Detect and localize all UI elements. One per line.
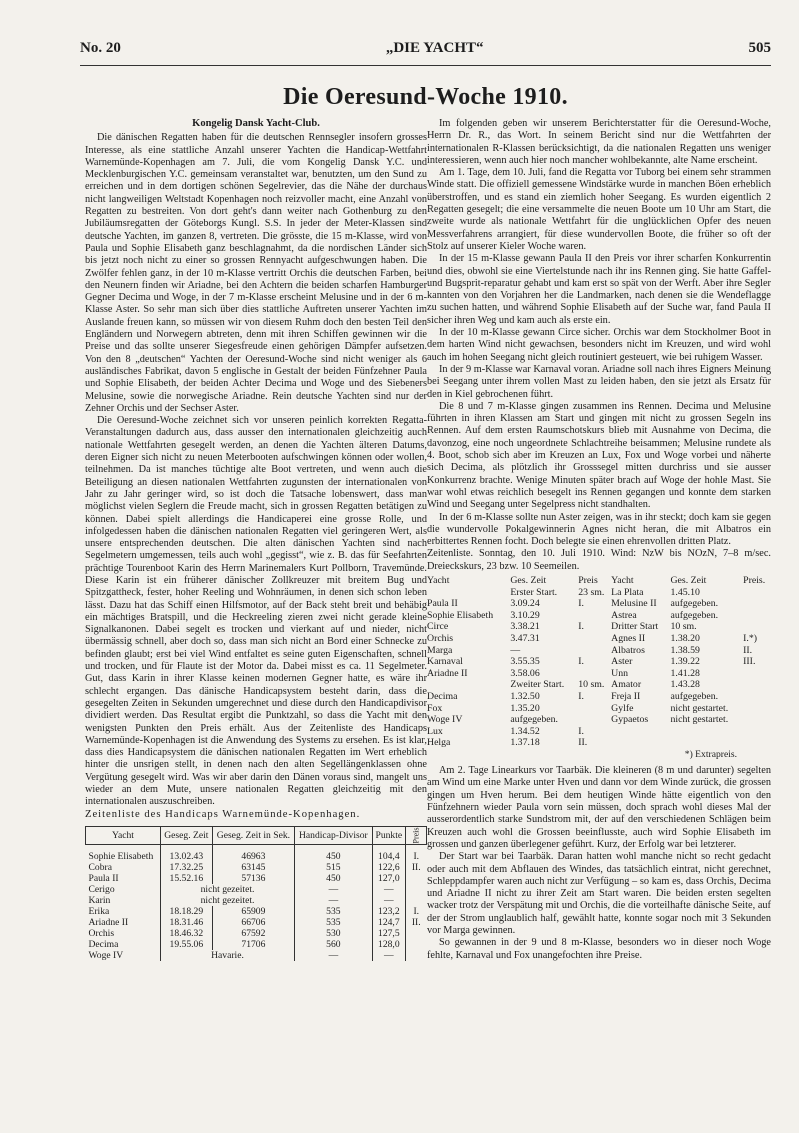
handicap-body [86,844,427,961]
table-cell: 104,4 [372,851,405,862]
table-cell: Aster [611,656,633,668]
table-cell: 1.38.20 [670,632,700,644]
table-cell: 10 sm. [670,621,697,633]
table-cell: Erika [88,905,110,917]
paragraph: Am 1. Tage, dem 10. Juli, fand die Regatta vor Tuborg bei einem sehr strammen Winde statt. Die offiziell gemessene Windstärke wurde in manchen Böen erheblich überstroffen, und es stand ein ziemlich hoher Seegang. Es wurden eigentlich 2 Regatten gesegelt; die eine versammelte die neuen Boote um 10 Uhr am Start, die zweite wurde als nationale Wettfahrt für die unglücklichen Opfer des neuen Messverfahrens arrangiert, für diese wundervollen Boote, die früher so oft der Stolz auf unserer Kieler Woche waren. [427,167,771,252]
table-cell [406,884,427,895]
table-cell: aufgegeben. [510,714,558,726]
table-cell: Circe [427,621,449,633]
header-rule [80,65,771,66]
table-row [86,939,427,950]
table-cell: 535 [295,906,373,917]
table-cell [743,691,771,703]
table-cell [406,895,427,906]
table-cell: 1.43.28 [670,679,700,691]
table-cell: Paula II [427,598,458,610]
table-cell: — [295,950,373,961]
paragraph: In der 15 m-Klasse gewann Paula II den Preis vor ihrer scharfen Konkurrentin und dies, obwohl sie eine Viertelstunde nach ihr ins Rennen ging. Sie hatte Gaffel- und Bugsprit-reparatur gehabt und kam erst so spät von der Werft. Aber ihre Segler kannten von den Vorjahren her die Landmarken, nach denen sie die Wendeflagge zu suchen hatten, und während Sophie Elisabeth auf der Suche war, fand Paula II sicher ihren Weg und kam auch als erste ein. [427,253,771,326]
paragraph: In der 6 m-Klasse sollte nun Aster zeigen, was in ihr steckt; doch kam sie gegen die wundervolle Pokalgewinnerin Agnes nicht heran, die mit Albatros ein erbittertes Rennen focht. Doch belegte sie einen ehrenvollen dritten Platz. [427,511,771,548]
table-cell: — [372,884,405,895]
table-cell: nicht gezeitet. [160,895,294,906]
table-cell: 535 [295,917,373,928]
table-cell [578,610,611,622]
table-row [427,633,771,645]
table-cell: 1.34.52 [510,725,540,737]
table-cell: 46963 [212,851,294,862]
table-cell: 3.09.24 [510,598,540,610]
table-cell: Woge IV [427,714,463,726]
table-cell: 123,2 [372,906,405,917]
table-cell: 23 sm. [578,586,605,598]
col-header: Preis. [743,574,766,586]
table-cell: Astrea [611,609,637,621]
table-cell: 10 sm. [578,679,605,691]
col-header: Geseg. Zeit [160,826,212,844]
col-header: Yacht [427,574,450,586]
table-cell: Erster Start. [510,586,558,598]
zeitenliste-header-row [427,575,771,587]
col-header: Preis [578,574,598,586]
table-row [86,884,427,895]
table-row [427,726,771,738]
table-cell: Unn [611,667,629,679]
table-row [86,928,427,939]
paragraph: In der 9 m-Klasse war Karnaval voran. Ariadne soll nach ihres Eigners Meinung bei Seegang unter ihrem vollen Mast zu leiden haben, den sie jetzt als Ersatz für den in Kiel gebrochenen führt. [427,363,771,400]
table-cell: 66706 [212,917,294,928]
table-cell: Decima [427,690,458,702]
table-row [427,703,771,715]
table-cell: nicht gestartet. [670,702,729,714]
right-column [427,118,771,962]
table-cell [743,587,771,599]
table-cell: 530 [295,928,373,939]
table-cell: 560 [295,939,373,950]
table-cell: III. [743,656,756,668]
table-row [86,862,427,873]
table-cell [743,598,771,610]
table-cell: 18.18.29 [160,906,212,917]
table-cell: I. [406,906,427,917]
table-cell [611,737,670,749]
table-cell: aufgegeben. [670,690,719,702]
table-header-row [86,826,427,844]
table-cell [670,737,743,749]
table-cell: I. [578,690,584,702]
table-cell: 18.46.32 [160,928,212,939]
handicap-caption: Zeitenliste des Handicaps Warnemünde-Kopenhagen. [85,808,361,820]
col-header [406,826,427,844]
footnote: *) Extrapreis. [684,748,737,760]
paragraph: Die Oeresund-Woche zeichnet sich vor unseren peinlich korrekten Regatta-Veranstaltungen dadurch aus, dass ausser den internationalen gleichzeitig auch nationale Wettfahrten gesegelt werden, an denen die Yachten älteren Datums, deren Eigner sich nicht zu neuen Meterbooten aufschwingen können oder wollen, teilnehmen. Da ist manches tüchtige alte Boot vertreten, und wenn auch die Beteiligung an diesen nationalen Wettfahrten zugunsten der internationalen von Jahr zu Jahr geringer wird, so ist doch die Tatsache lobenswert, dass man möglichst vielen Seglern die Freude macht, sich in grossen Regatten betätigen zu können. Dabei spielt allerdings die Handicaperei eine grosse Rolle, und infolgedessen haben die dänischen nationalen Regatten viel geringeren Wert, als unsere entsprechenden deutschen. Die alten dänischen Yachten sind nach Segelmetern umgemessen, teils auch wohl „gegisst“, wie z. B. das für Seefahrten prächtige Tourenboot Karin des Herrn Marinemalers Kurt Pollborn, Travemünde. Diese Karin ist ein früherer dänischer Zollkreuzer mit breitem Bug und Spitzgattheck, fester, hoher Reeling und Wohnräumen, in denen sich schon leben lässt. Dazu hat das Schiff einen Hilfsmotor, auf der Back steht breit und behäbig ein mächtiges Bratspill, und die Heckreeling zieren zwei nicht gerade kleine Signalkanonen. Dabei segelt es trocken und vierkant auf und nieder, nicht übermässig schnell, aber doch so, dass man sich nicht an Bord einer Schnecke zu befinden glaubt; erst bei viel Wind entfaltet es seine guten Eigenschaften, schnell und trocken, und für Flaute ist der Motor da. Dabei misst es ca. 11 Segelmeter. Gut, dass Karin in ihrer Klasse keinen modernen Gegner hatte, es wäre ihr schlecht ergangen. Das dänische Handicapsystem besteht darin, dass die gesegelten Zeiten in Sekunden umgerechnet und diese durch den Handicapdivisor dividiert werden. Das Resultat ergibt die Punktzahl, so dass die Yacht mit den wenigsten Punkten den Preis erhält. Aus der Zeitenliste des Handicaps Warnemünde-Kopenhagen ist die Anwendung des Systems zu ersehen. Es ist klar, dass dies Handicapsystem die dänischen nationalen Regatten im Wert erheblich hinter die unsrigen stellt, in denen nach den alten Segellängenklassen ohne Vergütung gesegelt wird. Was wir aber darin den Dänen voraus sind, mangelt uns wieder an dem Mute, unsere nationalen Regatten gleichzeitig mit den internationalen auszuschreiben. [85,415,427,808]
table-cell: 71706 [212,939,294,950]
zeitenliste-table [427,575,771,749]
col-header: Ges. Zeit [670,574,707,586]
col-header-rotated: Preis [411,827,421,844]
table-cell: Decima [88,938,119,950]
table-cell: — [510,644,521,656]
table-cell: 3.55.35 [510,656,540,668]
table-cell [427,587,510,599]
zeitenliste-body [427,575,771,749]
table-cell: Paula II [88,872,119,884]
table-cell: 124,7 [372,917,405,928]
col-header: Ges. Zeit [510,574,547,586]
table-cell: Amator [611,679,642,691]
table-cell: Sophie Elisabeth [88,850,154,862]
table-cell: — [295,895,373,906]
article-title: Die Oeresund-Woche 1910. [283,84,568,110]
table-cell: Marga [427,644,453,656]
table-cell: Ariadne II [88,916,129,928]
zeitenliste-intro: Zeitenliste. Sonntag, den 10. Juli 1910. Wind: NzW bis NOzN, 7–8 m/sec. Dreieckskurs, 23 bzw. 10 Seemeilen. [427,548,771,572]
table-cell [406,939,427,950]
table-cell: Havarie. [160,950,294,961]
table-cell: 15.52.16 [160,873,212,884]
table-cell [406,928,427,939]
table-cell: 1.38.59 [670,644,700,656]
table-cell: Zweiter Start. [510,679,565,691]
table-cell: 3.47.31 [510,632,540,644]
table-cell: — [295,884,373,895]
journal-name: „DIE YACHT“ [385,40,484,56]
table-cell [578,645,611,657]
table-cell: Karnaval [427,656,463,668]
table-row [427,587,771,599]
table-row [86,851,427,862]
table-cell: Melusine II [611,598,657,610]
table-cell [406,873,427,884]
table-cell: nicht gestartet. [670,714,729,726]
table-cell [743,714,771,726]
table-cell: II. [406,917,427,928]
table-cell: Agnes II [611,632,646,644]
paragraph: Am 2. Tage Linearkurs vor Taarbäk. Die kleineren (8 m und darunter) segelten am Wind um eine Marke unter Hven und dann vor dem Winde zurück, die grossen gingen um Hven herum. Bei dem heutigen Winde hätte eigentlich von den Fünfzehnern wieder Paula vorn sein müssen, doch sprach wohl dieses Mal der ausserordentlich starke Sundstrom mit, der auf den verschiedenen Schlägen beim Kreuzen auch wohl die Grossen beeinflusste, auch wird Sophie Elisabeth im grossen und ganzen überlegener geführt. Kurz, der Erfolg war bei letzterer. [427,765,771,850]
table-row [427,598,771,610]
paragraph: Die 8 und 7 m-Klasse gingen zusammen ins Rennen. Decima und Melusine führten in ihren Klassen am Start und gingen mit nicht zu grossen Segeln ins Rennen. Auf dem ersten Raumschotskurs blieb mit Ausnahme von Decima, die davonzog, eine noch ungeordnete Schlachtreihe beisammen; Melusine rundete als 4. Boot, schob sich aber im Kreuzen an Lux, Fox und Woge vorbei und näherte sich Decima, als plötzlich ihr Grosssegel mitten durchriss und sie ausser Konkurrenz brachte. Wenige Minuten später brach auf Woge der hohle Mast. Sie war wohl etwas reichlich besegelt ins Rennen gegangen und konnte dem starken Wind und Seegang unter Segelpress nicht standhalten. [427,400,771,511]
club-subhead: Kongelig Dansk Yacht-Club. [192,118,320,129]
table-cell [743,737,771,749]
table-row [427,679,771,691]
table-cell [406,950,427,961]
table-cell: Cerigo [88,883,115,895]
table-row [427,656,771,668]
table-cell: 122,6 [372,862,405,873]
table-cell: La Plata [611,586,644,598]
table-cell [743,668,771,680]
table-cell: Gypaetos [611,714,649,726]
table-row [427,668,771,680]
table-cell: 3.58.06 [510,667,540,679]
table-cell: 3.38.21 [510,621,540,633]
table-cell: Freja II [611,690,641,702]
table-cell: I. [578,656,584,668]
table-cell: I. [578,621,584,633]
table-cell [578,714,611,726]
table-cell: 13.02.43 [160,851,212,862]
table-cell [743,610,771,622]
table-row [86,873,427,884]
page-number-right: 505 [748,40,771,56]
table-cell: 57136 [212,873,294,884]
col-header: Geseg. Zeit in Sek. [212,826,294,844]
table-cell: 1.37.18 [510,737,540,749]
table-cell: Fox [427,702,443,714]
col-header: Punkte [372,826,405,844]
table-row [86,950,427,961]
table-row [86,917,427,928]
handicap-table [85,826,427,961]
table-cell [578,668,611,680]
table-cell: Gylfe [611,702,634,714]
table-cell: 1.45.10 [670,586,700,598]
table-cell: 17.32.25 [160,862,212,873]
table-row [427,645,771,657]
table-cell: 1.32.50 [510,690,540,702]
table-cell: 19.55.06 [160,939,212,950]
table-cell: aufgegeben. [670,598,719,610]
paragraph: So gewannen in der 9 und 8 m-Klasse, besonders wo in dieser noch Woge fehlte, Karnaval und Fox unangefochten ihre Preise. [427,937,771,961]
table-cell: Orchis [88,927,115,939]
table-cell: Orchis [427,632,454,644]
table-cell: I. [406,851,427,862]
paragraph: Die dänischen Regatten haben für die deutschen Rennsegler insofern grosses Interesse, als eine stattliche Anzahl unserer Yachten die Handicap-Wettfahrt Warnemünde-Kopenhagen am 7. Juli, die vom Kongelig Dansk Y.C. und Mecklenburgischen Y.C. gemeinsam veranstaltet war, benutzten, um den Sund zu erreichen und in dem dortigen schönen Segelrevier, das die Nähe der durchaus nicht langweiligen Weltstadt Kopenhagen noch reizvoller macht, eine Anzahl von Regatten zu bestreiten. Von dort geht's dann weiter nach Gothenburg zu den Jubiläumsregatten der Göteborgs Kungl. S.S. In jeder der Meter-Klassen sind deutsche Yachten, im ganzen 8, vertreten. Die grösste, die 15 m-Klasse, wird von Paula und Sophie Elisabeth ganz beschlagnahmt, da die nordischen Länder sich bis jetzt noch nicht zu einer so grossen Rennyacht aufgeschwungen haben. Die Zwölfer fehlen ganz, in der 10 m-Klasse vertritt Orchis die deutschen Farben, bei den Neunern finden wir Ariadne, bei den Achtern die beiden scharfen Hamburger Gegner Decima und Woge, in der 7 m-Klasse erscheint Melusine und in der 6 m-Klasse Aster. So sehr man sich über dies stattliche Auftreten unserer Yachten im Auslande freuen kann, so müssen wir von diesem Ruhm doch den besten Teil den Engländern und Norwegern abtreten, denn mit ihren Schiffen gewinnen wir die Preise und das sollte unserer Siegesfreude einen gehörigen Dämpfer aufsetzen. Von den 8 „deutschen“ Yachten der Oeresund-Woche sind nicht weniger als 6 ausländisches Fabrikat, davon 5 englische in Gestalt der beiden Fünfzehner Paula und Sophie Elisabeth, der beiden Achter Decima und Woge und des Siebeners Melusine, sowie die norwegische Ariadne. Rein deutsche Yachten sind nur der Zehner Orchis und der Sechser Aster. [85,132,427,414]
table-cell: Karin [88,894,111,906]
table-cell: 127,5 [372,928,405,939]
table-cell: 67592 [212,928,294,939]
table-cell: 63145 [212,862,294,873]
table-cell [427,679,510,691]
table-cell: Ariadne II [427,667,468,679]
table-cell: 1.41.28 [670,667,700,679]
table-cell: 1.39.22 [670,656,700,668]
table-cell: Cobra [88,861,112,873]
table-cell [578,703,611,715]
table-cell: 450 [295,873,373,884]
table-cell: Helga [427,737,451,749]
left-column [85,118,427,961]
table-cell: aufgegeben. [670,609,719,621]
table-cell: II. [406,862,427,873]
table-cell: 127,0 [372,873,405,884]
paragraph: Der Start war bei Taarbäk. Daran hatten wohl manche nicht so recht gedacht oder auch mit dem Abflauen des Windes, das tatsächlich eintrat, nicht gerechnet, Schleppdampfer waren auch nicht zur Verfügung – so kam es, dass Orchis, Decima und Ariadne II nicht zu ihrer Zeit am Start waren. Die beiden ersten segelten wacker trotz der Verspätung mit und Orchis, die die vorteilhafte dänische Seite, auf der der Strom unglaublich half, gewählt hatte, konnte sogar noch mit 3 Sekunden vor Marga gewinnen. [427,851,771,937]
table-cell: II. [743,644,753,656]
table-cell: 1.35.20 [510,702,540,714]
table-cell [611,726,670,738]
table-cell [743,679,771,691]
table-cell: 3.10.29 [510,609,540,621]
table-cell [743,726,771,738]
page-header [80,40,771,62]
table-cell: Sophie Elisabeth [427,609,494,621]
table-cell: 450 [295,851,373,862]
table-cell [578,633,611,645]
table-row [427,621,771,633]
col-header: Handicap-Divisor [295,826,373,844]
table-cell: I.*) [743,632,758,644]
table-cell: nicht gezeitet. [160,884,294,895]
table-row [427,714,771,726]
table-row [427,610,771,622]
paragraph: In der 10 m-Klasse gewann Circe sicher. Orchis war dem Stockholmer Boot in dem harten Wind nicht gewachsen, besonders nicht im Kreuzen, und wird wohl auch im hohen Seegang nicht gleich routiniert gesteuert, wie bei ruhigem Wasser. [427,327,771,363]
table-cell: — [372,895,405,906]
paragraph: Im folgenden geben wir unserem Berichterstatter für die Oeresund-Woche, Herrn Dr. R., das Wort. In seinem Bericht sind nur die Wettfahrten der internationalen R-Klassen berücksichtigt, da die nationalen Regatten uns weniger interessieren, wenn auch hier noch mancher wohlbekannte, alte Name erscheint. [427,118,771,166]
col-header: Yacht [611,574,634,586]
table-cell: 515 [295,862,373,873]
table-cell: — [372,950,405,961]
table-cell [670,726,743,738]
table-cell: Woge IV [88,949,124,961]
table-cell [743,621,771,633]
page-number-left: No. 20 [80,40,121,56]
table-cell [743,703,771,715]
table-row [86,895,427,906]
table-cell: I. [578,725,584,737]
table-row [427,691,771,703]
table-cell: II. [578,737,588,749]
table-cell: Albatros [611,644,645,656]
table-cell: 128,0 [372,939,405,950]
table-cell: 65909 [212,906,294,917]
table-cell: 18.31.46 [160,917,212,928]
table-cell: Lux [427,725,443,737]
table-row [427,737,771,749]
col-header: Yacht [86,826,161,844]
table-cell: I. [578,598,584,610]
table-row [86,906,427,917]
table-cell: Dritter Start [611,621,659,633]
